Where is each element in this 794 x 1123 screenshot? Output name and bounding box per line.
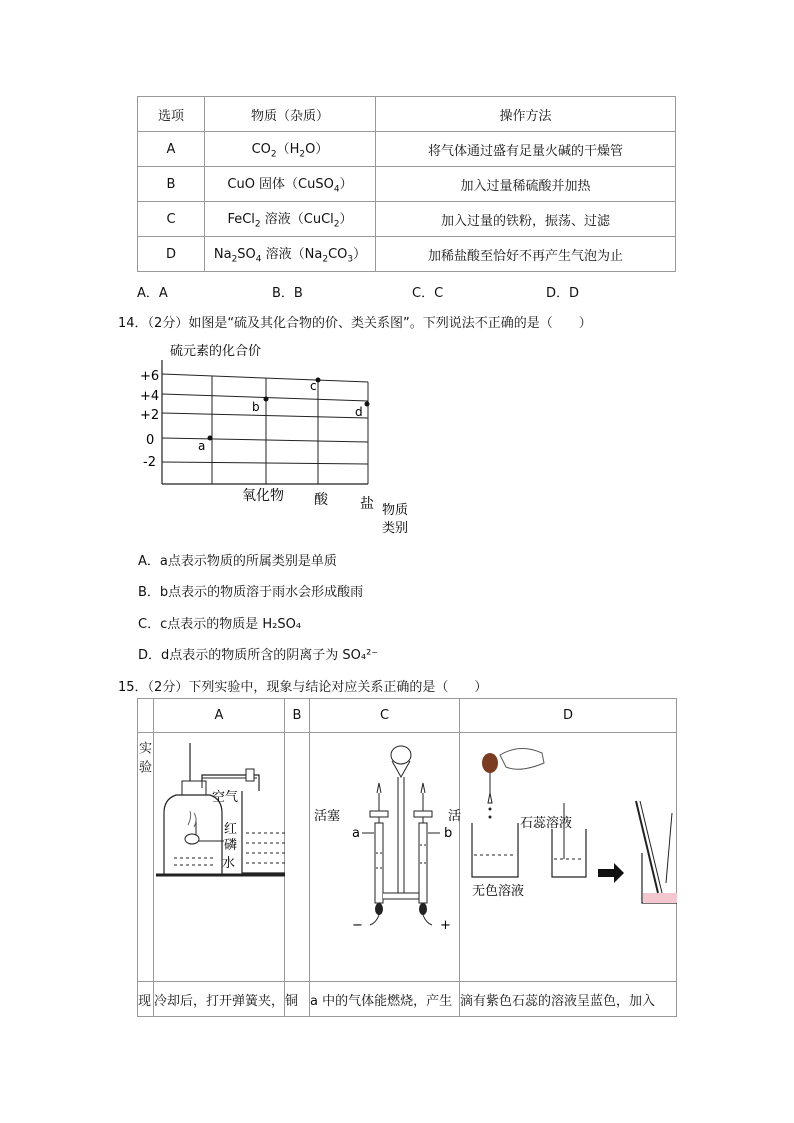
label-phosphorus: 磷: [224, 838, 238, 853]
q13-method-cell: 加入过量稀硫酸并加热: [376, 167, 676, 202]
q15-header-a: A: [154, 699, 285, 733]
q15-header-blank: [138, 699, 154, 733]
q13-choice-d[interactable]: D．D: [546, 286, 580, 301]
q13-substance-cell: FeCl$_2$ 溶液（CuCl$_2$）: [205, 202, 376, 237]
grid-line-zero: [162, 438, 368, 442]
q13-choice-b[interactable]: B．B: [272, 286, 303, 301]
table-row: [138, 237, 676, 272]
q15-row-label-experiment: 实验: [138, 733, 154, 982]
chart-point-d: [365, 402, 370, 407]
q13-method-cell: 将气体通过盛有足量火碱的干燥管: [376, 132, 676, 167]
y-tick-label: +6: [140, 369, 160, 384]
q15-figure-row: [138, 733, 677, 982]
point-label-d: d: [355, 405, 363, 419]
q15-stem: 15．（2分）下列实验中，现象与结论对应关系正确的是（ ）: [118, 680, 488, 695]
q13-choice-c[interactable]: C．C: [412, 286, 444, 301]
q15-phenomenon-b: 铜: [285, 982, 310, 1017]
q15-header-b: B: [285, 699, 310, 733]
label-air: 空气: [212, 790, 239, 805]
q14-valence-chart: [138, 338, 428, 538]
table-row: [138, 167, 676, 202]
point-label-b: b: [252, 400, 260, 414]
y-tick-label: 0: [146, 433, 155, 448]
label-tube-b: b: [444, 826, 453, 841]
table-row: [138, 202, 676, 237]
q15-header-d: D: [460, 699, 677, 733]
q14-stem: 14．（2分）如图是“硫及其化合物的价、类关系图”。下列说法不正确的是（ ）: [118, 316, 592, 331]
label-positive: +: [440, 918, 451, 933]
apparatus-a-figure: [154, 733, 285, 977]
q15-phenomenon-a: 冷却后，打开弹簧夹，: [154, 982, 285, 1017]
table-row: [138, 132, 676, 167]
q15-phenomenon-d: 滴有紫色石蕊的溶液呈蓝色，加入: [460, 982, 677, 1017]
electrolysis-c-figure: [310, 733, 460, 977]
label-litmus: 石蕊溶液: [520, 816, 573, 831]
q13-choice-a[interactable]: A．A: [137, 286, 168, 301]
q13-method-cell: 加入过量的铁粉，振荡、过滤: [376, 202, 676, 237]
q15-fig-b-cell: [285, 733, 310, 982]
x-title-line1: 物质: [382, 503, 409, 518]
q13-table: [137, 96, 676, 272]
chart-point-b: [264, 397, 269, 402]
chart-point-a: [208, 436, 213, 441]
label-tube-a: a: [352, 826, 360, 841]
label-water: 水: [222, 856, 236, 871]
x-title-line2: 类别: [382, 521, 409, 536]
label-negative: −: [352, 918, 363, 933]
q13-method-cell: 加稀盐酸至恰好不再产生气泡为止: [376, 237, 676, 272]
q13-option-cell: A: [138, 132, 205, 167]
q13-option-cell: B: [138, 167, 205, 202]
q14-option-d[interactable]: D．d点表示的物质所含的阴离子为 SO₄²⁻: [138, 648, 379, 663]
q13-header-substance: 物质（杂质）: [205, 97, 376, 132]
q13-substance-cell: $Na_2SO_4$ 溶液$(Na_2CO_3)$: [205, 237, 376, 272]
chart-y-title: 硫元素的化合价: [170, 344, 262, 359]
q15-header-c: C: [310, 699, 460, 733]
point-label-a: a: [198, 439, 206, 453]
q14-option-b[interactable]: B．b点表示的物质溶于雨水会形成酸雨: [138, 585, 364, 600]
label-valve-left: 活塞: [314, 809, 341, 824]
litmus-d-figure: [460, 733, 677, 977]
y-tick-label: +4: [140, 389, 160, 404]
q13-substance-cell: $CO_2(H_2O)$: [205, 132, 376, 167]
q15-phenomenon-c: a 中的气体能燃烧，产生: [310, 982, 460, 1017]
grid-line-minus2: [162, 462, 368, 464]
y-tick-label: +2: [140, 408, 160, 423]
label-colorless-solution: 无色溶液: [472, 884, 525, 899]
q14-option-c[interactable]: C．c点表示的物质是 H₂SO₄: [138, 617, 302, 632]
grid-line-plus2: [162, 413, 368, 418]
x-label-salt: 盐: [360, 496, 374, 512]
q15-phenomenon-row: [138, 982, 677, 1017]
q15-fig-c-cell: [310, 733, 460, 982]
x-label-oxide: 氧化物: [242, 488, 284, 504]
q15-table: [137, 698, 677, 1017]
q13-option-cell: D: [138, 237, 205, 272]
y-tick-label: -2: [143, 455, 156, 470]
q13-substance-cell: CuO 固体（CuSO$_4$）: [205, 167, 376, 202]
q15-fig-a-cell: [154, 733, 285, 982]
q13-option-cell: C: [138, 202, 205, 237]
point-label-c: c: [310, 379, 317, 393]
label-red: 红: [224, 822, 238, 837]
label-valve-right: 活: [448, 809, 462, 824]
q13-header-method: 操作方法: [376, 97, 676, 132]
q15-row-label-phenomenon: 现: [138, 982, 154, 1017]
q13-header-option: 选项: [138, 97, 205, 132]
q15-header-row: [138, 699, 677, 733]
q15-fig-d-cell: [460, 733, 677, 982]
grid-line-plus6: [162, 374, 368, 382]
x-label-acid: 酸: [314, 492, 328, 508]
q13-header-row: [138, 97, 676, 132]
q14-option-a[interactable]: A．a点表示物质的所属类别是单质: [138, 554, 337, 569]
